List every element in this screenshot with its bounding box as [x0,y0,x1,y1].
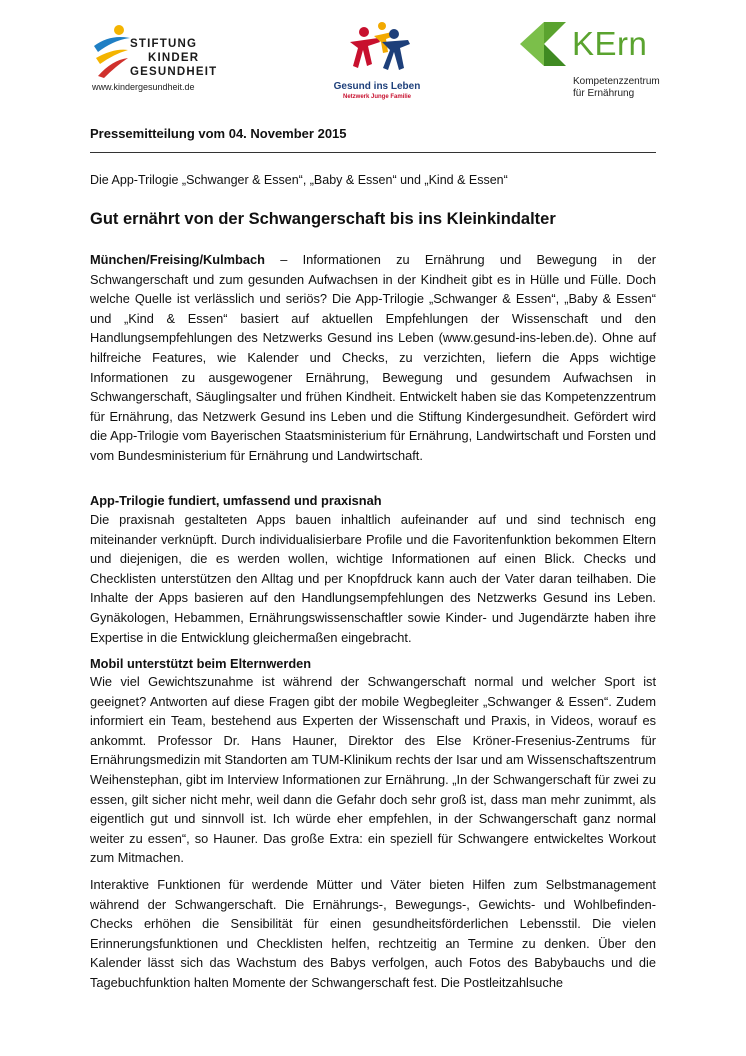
intro-paragraph [90,250,656,466]
logo-tagline: Netzwerk Junge Familie [342,94,412,100]
divider [90,152,656,153]
kern-wordmark: KErn [572,25,648,62]
logo-name: Gesund ins Leben [333,81,421,92]
logo-text-stiftung: STIFTUNG [130,38,198,50]
family-figures-icon [322,20,432,80]
kern-subtitle-line1: Kompetenzzentrum [573,76,660,87]
kern-logo [520,22,680,104]
intro-lead: München/Freising/Kulmbach [90,252,265,267]
press-release-date: Pressemitteilung vom 04. November 2015 [90,126,347,141]
section3-paragraph: Interaktive Funktionen für werdende Mütter und Väter bieten Hilfen zum Selbstmanagement während der Schwangerschaft. Die Ernährungs-, Bewegungs-, Gewichts- und Wohlbefinden-Checks erhöhen die Sensibilität für einen gesundheitsförderlichen Lebensstil. Die vielen Erinnerungsfunktionen und Checklisten helfen, rechtzeitig an Termine zu denken. Über den Kalender lässt sich das Wachstum des Babys verfolgen, auch Fotos des Babybauchs und die Tagebuchfunktion halten Momente der Schwangerschaft fest. Die Postleitzahlsuche [90,877,656,990]
document-headline: Gut ernährt von der Schwangerschaft bis ins Kleinkindalter [90,210,556,228]
document-subtitle: Die App-Trilogie „Schwanger & Essen“, „Baby & Essen“ und „Kind & Essen“ [90,173,508,187]
logo-text-gesundheit: GESUNDHEIT [130,66,218,78]
section1-paragraph: Die praxisnah gestalteten Apps bauen inhaltlich aufeinander auf und sind technisch eng miteinander verknüpft. Durch individualisierbare Profile und die Favoritenfunktion bekommen Eltern und diejenigen, die es werden wollen, wichtige Informationen auf einen Blick. Checks und Checklisten unterstützen den Alltag und per Knopfdruck kann auch der Vater daran teilhaben. Die Inhalte der Apps basieren auf den Handlungsempfehlungen des Netzwerks Gesund ins Leben. Gynäkologen, Hebammen, Ernährungswissenschaftler sowie Kinder- und Jugendärzte haben ihre Expertise in die Entwicklung gleichermaßen eingebracht. [90,512,656,645]
stiftung-kindergesundheit-logo [92,24,222,96]
kern-chevron-icon [520,22,568,66]
section1-title: App-Trilogie fundiert, umfassend und praxisnah [90,493,382,508]
stiftung-figure-icon [92,24,132,80]
kern-subtitle-line2: für Ernährung [573,88,635,99]
section2-paragraph: Wie viel Gewichtszunahme ist während der Schwangerschaft normal und welcher Sport ist geeignet? Antworten auf diese Fragen gibt der mobile Wegbegleiter „Schwanger & Essen“. Zudem informiert ein Team, bestehend aus Experten der Wissenschaft und Praxis, in Videos, worauf es ankommt. Professor Dr. Hans Hauner, Direktor des Else Kröner-Fresenius-Zentrums für Ernährungsmedizin mit Standorten am TUM-Klinikum rechts der Isar und am Wissenschaftszentrum Weihenstephan, gibt im Interview Informationen zur Ernährung. „In der Schwangerschaft für zwei zu essen, gilt sicher nicht mehr, weil dann die Gefahr doch sehr groß ist, dass man mehr zunimmt, als eigentlich gut und sinnvoll ist. Ich würde eher empfehlen, in der Schwangerschaft ganz normal weiter zu essen“, so Hauner. Das große Extra: ein speziell für Schwangere entwickeltes Workout zum Mitmachen. [90,674,656,866]
section2-title: Mobil unterstützt beim Elternwerden [90,656,312,671]
logo-url: www.kindergesundheit.de [92,82,195,92]
kern-subtitle [573,76,660,100]
gesund-ins-leben-logo [322,20,432,102]
intro-text: – Informationen zu Ernährung und Bewegung in der Schwangerschaft und zum gesunden Aufwachsen in der Kindheit gibt es in Hülle und Fülle. Doch welche Quelle ist verlässlich und seriös? Die App-Trilogie „Schwanger & Essen“, „Baby & Essen“ und „Kind & Essen“ basiert auf aktuellen Empfehlungen der Wissenschaft und den Handlungsempfehlungen des Netzwerks Gesund ins Leben (www.gesund-ins-leben.de). Ohne auf hilfreiche Features, wie Kalender und Checks, zu verzichten, liefern die Apps wichtige Informationen zu ausgewogener Ernährung, Bewegung und gesundem Aufwachsen in Schwangerschaft, Säuglingsalter und frühen Kindheit. Entwickelt haben sie das Kompetenzzentrum für Ernährung, das Netzwerk Gesund ins Leben und die Stiftung Kindergesundheit. Gefördert wird die App-Trilogie vom Bayerischen Staatsministerium für Ernährung, Landwirtschaft und Forsten und vom Bundesministerium für Ernährung und Landwirtschaft. [90,252,656,463]
logo-text-kinder: KINDER [148,52,200,64]
